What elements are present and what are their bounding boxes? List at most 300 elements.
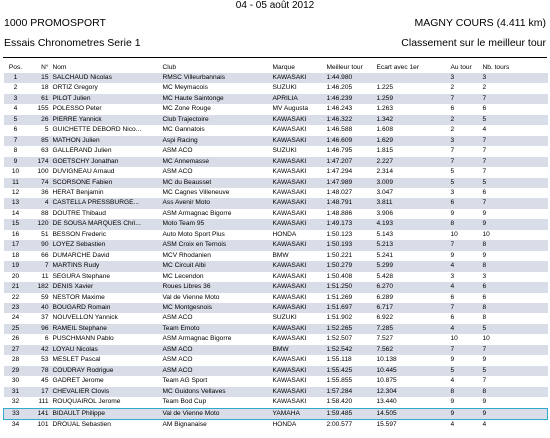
cell-lap-count: 7 — [482, 167, 548, 177]
cell-club: ASM Armagnac Bigorre — [162, 209, 272, 219]
table-row — [4, 272, 548, 282]
cell-name: GADRET Jerome — [52, 376, 162, 386]
cell-club: Team Emoto — [162, 324, 272, 334]
cell-club: MC Haute Saintonge — [162, 94, 272, 104]
cell-at-lap: 5 — [450, 167, 482, 177]
cell-best-lap: 1:52.542 — [326, 345, 376, 355]
cell-at-lap: 10 — [450, 334, 482, 344]
cell-lap-count: 4 — [482, 125, 548, 135]
cell-number: 59 — [28, 293, 52, 303]
table-row — [4, 198, 548, 208]
cell-at-lap: 7 — [450, 240, 482, 250]
cell-brand: KAWASAKI — [272, 115, 326, 125]
cell-gap: 1.815 — [376, 146, 450, 156]
table-row — [4, 146, 548, 156]
cell-gap: 7.562 — [376, 345, 450, 355]
cell-best-lap: 1:50.123 — [326, 230, 376, 240]
cell-at-lap: 8 — [450, 387, 482, 397]
cell-pos: 14 — [4, 209, 28, 219]
cell-lap-count: 9 — [482, 408, 548, 419]
cell-gap: 12.304 — [376, 387, 450, 397]
cell-brand: KAWASAKI — [272, 282, 326, 292]
cell-best-lap: 1:55.855 — [326, 376, 376, 386]
table-header-row — [4, 62, 548, 73]
cell-number: 11 — [28, 272, 52, 282]
cell-number: 40 — [28, 303, 52, 313]
cell-name: PIERRE Yannick — [52, 115, 162, 125]
cell-gap: 6.289 — [376, 293, 450, 303]
cell-pos: 8 — [4, 146, 28, 156]
cell-name: CASTELLA PRESSBURGE... — [52, 198, 162, 208]
cell-lap-count: 7 — [482, 345, 548, 355]
cell-number: 26 — [28, 115, 52, 125]
cell-club: Val de Vienne Moto — [162, 408, 272, 419]
cell-gap: 1.263 — [376, 104, 450, 114]
cell-club: MC du Beausset — [162, 178, 272, 188]
cell-club: RMSC Villeurbannais — [162, 73, 272, 83]
cell-best-lap: 1:58.420 — [326, 397, 376, 408]
header-divider — [3, 57, 547, 58]
col-header-at-lap: Au tour — [450, 64, 472, 71]
cell-name: CHEVALIER Clovis — [52, 387, 162, 397]
cell-club: ASM Armagnac Bigorre — [162, 334, 272, 344]
cell-name: NOUVELLON Yannick — [52, 313, 162, 323]
table-row — [4, 334, 548, 344]
cell-brand: SUZUKI — [272, 313, 326, 323]
cell-lap-count: 8 — [482, 303, 548, 313]
event-title: 1000 PROMOSPORT — [4, 17, 106, 29]
cell-brand: KAWASAKI — [272, 136, 326, 146]
cell-number: 182 — [28, 282, 52, 292]
cell-best-lap: 1:46.588 — [326, 125, 376, 135]
cell-name: PUSCHMANN Pablo — [52, 334, 162, 344]
cell-club: Auto Moto Sport Plus — [162, 230, 272, 240]
cell-pos: 1 — [4, 73, 28, 83]
cell-at-lap: 4 — [450, 282, 482, 292]
cell-best-lap: 1:57.284 — [326, 387, 376, 397]
cell-at-lap: 7 — [450, 157, 482, 167]
cell-gap: 5.428 — [376, 272, 450, 282]
table-row — [4, 387, 548, 397]
cell-pos: 20 — [4, 272, 28, 282]
cell-pos: 7 — [4, 136, 28, 146]
cell-number: 174 — [28, 157, 52, 167]
cell-lap-count: 6 — [482, 104, 548, 114]
cell-brand: APRILIA — [272, 94, 326, 104]
cell-gap: 3.811 — [376, 198, 450, 208]
col-header-lap-count: Nb. tours — [482, 64, 510, 71]
cell-gap: 4.193 — [376, 219, 450, 229]
cell-club: ASM ACO — [162, 167, 272, 177]
table-row — [4, 397, 548, 408]
cell-pos: 16 — [4, 230, 28, 240]
cell-number: 85 — [28, 136, 52, 146]
cell-gap: 10.445 — [376, 366, 450, 376]
cell-brand: BMW — [272, 251, 326, 261]
cell-club: Aspi Racing — [162, 136, 272, 146]
cell-at-lap: 8 — [450, 219, 482, 229]
cell-lap-count: 9 — [482, 251, 548, 261]
cell-number: 88 — [28, 209, 52, 219]
cell-best-lap: 1:51.902 — [326, 313, 376, 323]
cell-at-lap: 10 — [450, 230, 482, 240]
cell-at-lap: 2 — [450, 125, 482, 135]
cell-name: SALCHAUD Nicolas — [52, 73, 162, 83]
cell-name: ORTIZ Gregory — [52, 83, 162, 93]
col-header-club: Club — [162, 64, 177, 71]
cell-best-lap: 1:51.250 — [326, 282, 376, 292]
cell-at-lap: 3 — [450, 272, 482, 282]
table-row — [4, 94, 548, 104]
cell-lap-count: 7 — [482, 376, 548, 386]
cell-best-lap: 1:55.118 — [326, 355, 376, 365]
cell-gap — [376, 73, 450, 83]
table-row — [4, 136, 548, 146]
cell-pos: 3 — [4, 94, 28, 104]
cell-club: AM Bignanaise — [162, 419, 272, 430]
cell-best-lap: 1:47.294 — [326, 167, 376, 177]
cell-name: DOUTRE Thibaud — [52, 209, 162, 219]
cell-at-lap: 4 — [450, 419, 482, 430]
cell-club: MC Zone Rouge — [162, 104, 272, 114]
cell-best-lap: 1:49.173 — [326, 219, 376, 229]
table-row — [4, 251, 548, 261]
cell-pos: 19 — [4, 261, 28, 271]
cell-name: BESSON Frederic — [52, 230, 162, 240]
table-row — [4, 157, 548, 167]
cell-best-lap: 1:59.485 — [326, 408, 376, 419]
cell-club: Club Trajectoire — [162, 115, 272, 125]
cell-brand: BMW — [272, 345, 326, 355]
cell-lap-count: 5 — [482, 366, 548, 376]
cell-at-lap: 9 — [450, 209, 482, 219]
cell-at-lap: 9 — [450, 251, 482, 261]
cell-pos: 23 — [4, 303, 28, 313]
cell-gap: 10.138 — [376, 355, 450, 365]
table-row — [4, 104, 548, 114]
cell-gap: 3.047 — [376, 188, 450, 198]
cell-best-lap: 1:50.221 — [326, 251, 376, 261]
cell-number: 37 — [28, 313, 52, 323]
cell-name: PILOT Julien — [52, 94, 162, 104]
cell-pos: 6 — [4, 125, 28, 135]
cell-number: 15 — [28, 73, 52, 83]
cell-name: BIDAULT Philippe — [52, 408, 162, 419]
cell-name: DUVIGNEAU Arnaud — [52, 167, 162, 177]
cell-brand: KAWASAKI — [272, 188, 326, 198]
cell-brand: KAWASAKI — [272, 167, 326, 177]
cell-brand: HONDA — [272, 230, 326, 240]
cell-club: ASM ACO — [162, 146, 272, 156]
cell-gap: 6.717 — [376, 303, 450, 313]
cell-gap: 5.241 — [376, 251, 450, 261]
cell-best-lap: 1:46.795 — [326, 146, 376, 156]
cell-lap-count: 7 — [482, 157, 548, 167]
cell-pos: 28 — [4, 355, 28, 365]
table-row — [4, 376, 548, 386]
cell-best-lap: 1:52.265 — [326, 324, 376, 334]
cell-pos: 26 — [4, 334, 28, 344]
cell-at-lap: 9 — [450, 397, 482, 408]
cell-brand: KAWASAKI — [272, 272, 326, 282]
cell-at-lap: 7 — [450, 94, 482, 104]
cell-pos: 33 — [4, 408, 28, 419]
cell-lap-count: 8 — [482, 387, 548, 397]
cell-club: Val de Vienne Moto — [162, 293, 272, 303]
cell-name: ROUQUAIROL Jerome — [52, 397, 162, 408]
cell-gap: 13.440 — [376, 397, 450, 408]
cell-lap-count: 7 — [482, 136, 548, 146]
cell-at-lap: 3 — [450, 188, 482, 198]
cell-at-lap: 2 — [450, 83, 482, 93]
cell-number: 90 — [28, 240, 52, 250]
cell-gap: 1.629 — [376, 136, 450, 146]
table-row — [4, 73, 548, 83]
cell-brand: KAWASAKI — [272, 366, 326, 376]
cell-pos: 21 — [4, 282, 28, 292]
cell-name: DUMARCHE David — [52, 251, 162, 261]
cell-pos: 27 — [4, 345, 28, 355]
cell-club: Moto Team 95 — [162, 219, 272, 229]
cell-number: 63 — [28, 146, 52, 156]
cell-at-lap: 4 — [450, 376, 482, 386]
cell-at-lap: 9 — [450, 408, 482, 419]
cell-at-lap: 6 — [450, 293, 482, 303]
cell-number: 61 — [28, 94, 52, 104]
cell-lap-count: 8 — [482, 240, 548, 250]
table-row — [4, 408, 548, 419]
cell-lap-count: 5 — [482, 178, 548, 188]
cell-name: RAMEIL Stephane — [52, 324, 162, 334]
table-row — [4, 115, 548, 125]
cell-at-lap: 2 — [450, 115, 482, 125]
cell-brand: KAWASAKI — [272, 157, 326, 167]
table-row — [4, 313, 548, 323]
cell-club: Roues Libres 36 — [162, 282, 272, 292]
cell-brand: KAWASAKI — [272, 73, 326, 83]
table-row — [4, 261, 548, 271]
cell-club: ASM ACO — [162, 355, 272, 365]
cell-club: MC Meymacois — [162, 83, 272, 93]
cell-pos: 4 — [4, 104, 28, 114]
cell-gap: 5.299 — [376, 261, 450, 271]
cell-best-lap: 1:50.193 — [326, 240, 376, 250]
cell-lap-count: 8 — [482, 261, 548, 271]
cell-brand: KAWASAKI — [272, 261, 326, 271]
cell-lap-count: 9 — [482, 209, 548, 219]
cell-lap-count: 10 — [482, 230, 548, 240]
cell-number: 7 — [28, 261, 52, 271]
col-header-name: Nom — [52, 64, 67, 71]
cell-brand: KAWASAKI — [272, 178, 326, 188]
cell-lap-count: 5 — [482, 115, 548, 125]
table-row — [4, 219, 548, 229]
cell-club: Team AG Sport — [162, 376, 272, 386]
table-row — [4, 345, 548, 355]
cell-best-lap: 1:47.207 — [326, 157, 376, 167]
cell-pos: 34 — [4, 419, 28, 430]
table-row — [4, 240, 548, 250]
cell-club: MC Gannatois — [162, 125, 272, 135]
cell-brand: KAWASAKI — [272, 376, 326, 386]
cell-gap: 10.875 — [376, 376, 450, 386]
session-title: Essais Chronometres Serie 1 — [4, 37, 141, 49]
cell-name: NESTOR Maxime — [52, 293, 162, 303]
cell-best-lap: 1:51.697 — [326, 303, 376, 313]
cell-best-lap: 1:48.886 — [326, 209, 376, 219]
cell-club: MC Annemasse — [162, 157, 272, 167]
cell-pos: 17 — [4, 240, 28, 250]
cell-gap: 2.314 — [376, 167, 450, 177]
table-row — [4, 419, 548, 430]
cell-gap: 1.608 — [376, 125, 450, 135]
cell-brand: YAMAHA — [272, 408, 326, 419]
cell-pos: 22 — [4, 293, 28, 303]
cell-number: 4 — [28, 198, 52, 208]
cell-club: MCV Rhodanien — [162, 251, 272, 261]
cell-gap: 6.270 — [376, 282, 450, 292]
cell-number: 45 — [28, 376, 52, 386]
cell-club: ASM ACO — [162, 345, 272, 355]
cell-brand: KAWASAKI — [272, 240, 326, 250]
cell-best-lap: 1:52.507 — [326, 334, 376, 344]
cell-best-lap: 1:55.425 — [326, 366, 376, 376]
table-row — [4, 167, 548, 177]
cell-at-lap: 3 — [450, 73, 482, 83]
cell-club: ASM ACO — [162, 366, 272, 376]
cell-name: BOUGARD Romain — [52, 303, 162, 313]
cell-name: SCORSONE Fabien — [52, 178, 162, 188]
cell-name: COUDRAY Rodrigue — [52, 366, 162, 376]
cell-brand: KAWASAKI — [272, 355, 326, 365]
cell-best-lap: 1:47.989 — [326, 178, 376, 188]
cell-number: 111 — [28, 397, 52, 408]
cell-gap: 3.009 — [376, 178, 450, 188]
cell-pos: 15 — [4, 219, 28, 229]
cell-number: 6 — [28, 334, 52, 344]
results-table — [3, 62, 548, 430]
cell-number: 53 — [28, 355, 52, 365]
cell-best-lap: 1:44.980 — [326, 73, 376, 83]
cell-gap: 14.505 — [376, 408, 450, 419]
cell-pos: 9 — [4, 157, 28, 167]
cell-at-lap: 6 — [450, 313, 482, 323]
cell-brand: KAWASAKI — [272, 125, 326, 135]
cell-number: 51 — [28, 230, 52, 240]
cell-club: MC Circuit Albi — [162, 261, 272, 271]
col-header-pos: Pos. — [8, 64, 23, 71]
cell-gap: 3.906 — [376, 209, 450, 219]
cell-brand: KAWASAKI — [272, 209, 326, 219]
cell-brand: KAWASAKI — [272, 219, 326, 229]
cell-best-lap: 1:51.269 — [326, 293, 376, 303]
cell-pos: 2 — [4, 83, 28, 93]
cell-lap-count: 3 — [482, 73, 548, 83]
cell-at-lap: 7 — [450, 146, 482, 156]
cell-best-lap: 1:48.027 — [326, 188, 376, 198]
cell-name: DENIS Xavier — [52, 282, 162, 292]
cell-number: 155 — [28, 104, 52, 114]
cell-gap: 5.213 — [376, 240, 450, 250]
cell-number: 5 — [28, 125, 52, 135]
cell-brand: KAWASAKI — [272, 293, 326, 303]
cell-club: MC Guidons Vellaves — [162, 387, 272, 397]
cell-number: 74 — [28, 178, 52, 188]
cell-lap-count: 10 — [482, 334, 548, 344]
cell-brand: KAWASAKI — [272, 334, 326, 344]
cell-pos: 5 — [4, 115, 28, 125]
cell-lap-count: 5 — [482, 324, 548, 334]
cell-lap-count: 8 — [482, 313, 548, 323]
cell-gap: 1.259 — [376, 94, 450, 104]
cell-gap: 5.143 — [376, 230, 450, 240]
cell-club: Team Bod Cup — [162, 397, 272, 408]
cell-at-lap: 4 — [450, 261, 482, 271]
table-row — [4, 355, 548, 365]
cell-best-lap: 1:48.791 — [326, 198, 376, 208]
cell-club: ASM Croix en Ternois — [162, 240, 272, 250]
cell-number: 18 — [28, 83, 52, 93]
cell-pos: 24 — [4, 313, 28, 323]
cell-at-lap: 5 — [450, 178, 482, 188]
cell-gap: 1.225 — [376, 83, 450, 93]
cell-club: MC Montgesnois — [162, 303, 272, 313]
cell-brand: KAWASAKI — [272, 198, 326, 208]
cell-lap-count: 7 — [482, 198, 548, 208]
cell-brand: HONDA — [272, 419, 326, 430]
cell-pos: 18 — [4, 251, 28, 261]
cell-name: POLESSO Peter — [52, 104, 162, 114]
table-row — [4, 293, 548, 303]
results-body — [4, 73, 548, 430]
cell-club: MC Lecendon — [162, 272, 272, 282]
cell-at-lap: 9 — [450, 355, 482, 365]
cell-club: MC Cagnes Villeneuve — [162, 188, 272, 198]
cell-pos: 31 — [4, 387, 28, 397]
cell-at-lap: 6 — [450, 198, 482, 208]
circuit-name: MAGNY COURS (4.411 km) — [414, 17, 546, 29]
cell-brand: KAWASAKI — [272, 303, 326, 313]
table-row — [4, 125, 548, 135]
cell-at-lap: 6 — [450, 104, 482, 114]
cell-brand: KAWASAKI — [272, 324, 326, 334]
table-row — [4, 178, 548, 188]
cell-lap-count: 9 — [482, 397, 548, 408]
table-row — [4, 303, 548, 313]
cell-name: GOETSCHY Jonathan — [52, 157, 162, 167]
table-row — [4, 209, 548, 219]
cell-lap-count: 4 — [482, 419, 548, 430]
cell-pos: 11 — [4, 178, 28, 188]
cell-club: Ass Avenir Moto — [162, 198, 272, 208]
cell-pos: 30 — [4, 376, 28, 386]
cell-brand: KAWASAKI — [272, 397, 326, 408]
cell-at-lap: 3 — [450, 136, 482, 146]
cell-number: 100 — [28, 167, 52, 177]
cell-name: DROUAL Sebastien — [52, 419, 162, 430]
cell-lap-count: 2 — [482, 83, 548, 93]
cell-pos: 29 — [4, 366, 28, 376]
col-header-gap: Ecart avec 1er — [376, 64, 420, 71]
cell-lap-count: 9 — [482, 219, 548, 229]
cell-number: 42 — [28, 345, 52, 355]
cell-brand: KAWASAKI — [272, 387, 326, 397]
cell-pos: 13 — [4, 198, 28, 208]
cell-best-lap: 1:46.239 — [326, 94, 376, 104]
cell-best-lap: 1:46.243 — [326, 104, 376, 114]
cell-at-lap: 5 — [450, 366, 482, 376]
cell-name: MATHON Julien — [52, 136, 162, 146]
